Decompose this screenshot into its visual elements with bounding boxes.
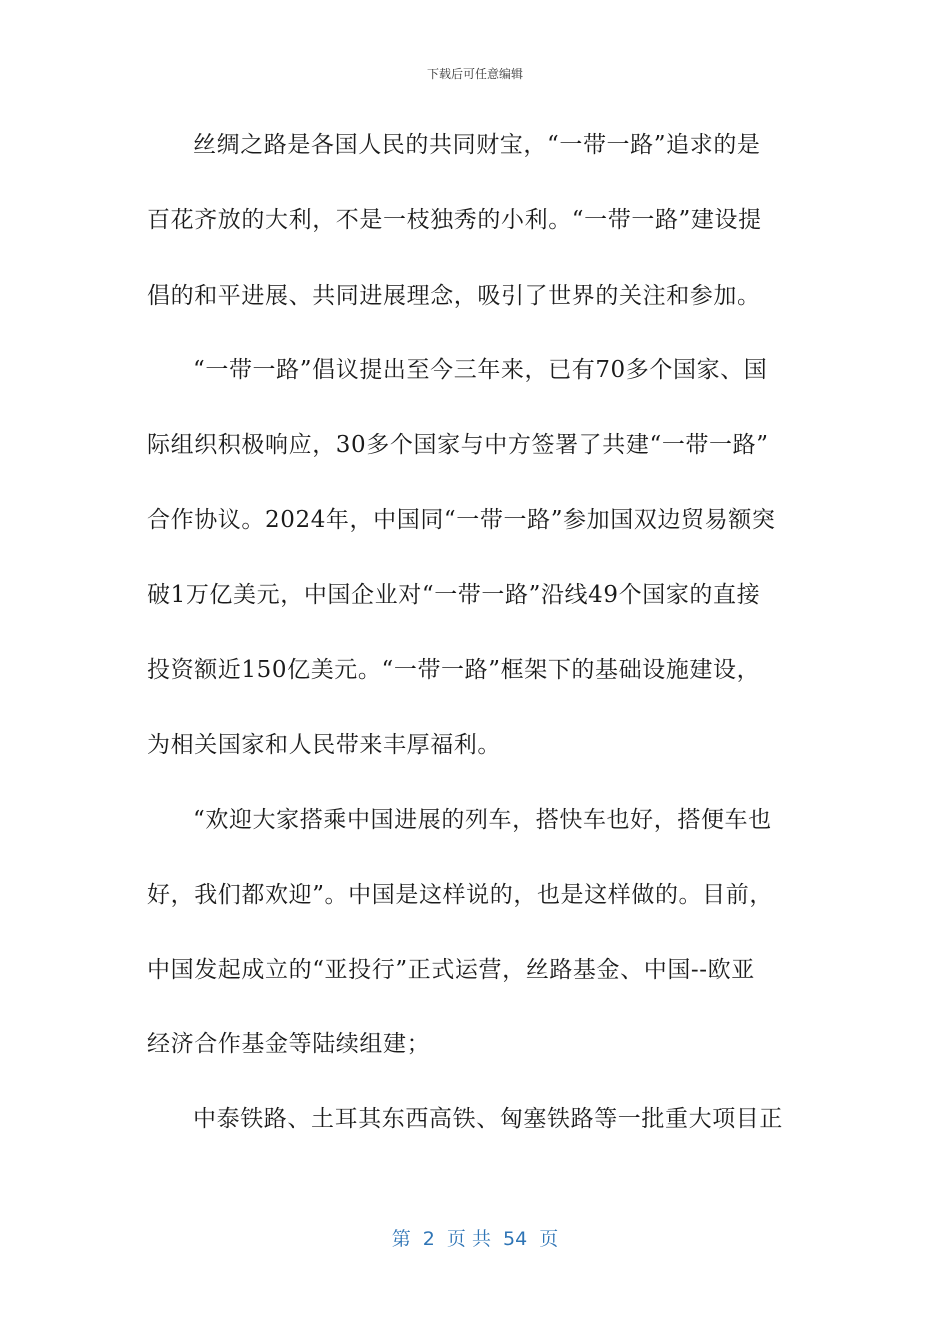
paragraph-line: 为相关国家和人民带来丰厚福利。 — [147, 732, 501, 758]
paragraph-line: 经济合作基金等陆续组建； — [147, 1031, 431, 1057]
paragraph-line: 破1万亿美元，中国企业对“一带一路”沿线49个国家的直接 — [147, 582, 761, 608]
paragraph-line: 合作协议。2024年，中国同“一带一路”参加国双边贸易额突 — [147, 507, 776, 533]
paragraph-line: 丝绸之路是各国人民的共同财宝，“一带一路”追求的是 — [193, 132, 761, 158]
paragraph-line: “欢迎大家搭乘中国进展的列车，搭快车也好，搭便车也 — [193, 807, 772, 833]
paragraph-line: 中泰铁路、土耳其东西高铁、匈塞铁路等一批重大项目正 — [193, 1106, 783, 1132]
paragraph-line: 际组织积极响应，30多个国家与中方签署了共建“一带一路” — [147, 432, 769, 458]
paragraph-line: 中国发起成立的“亚投行”正式运营，丝路基金、中国--欧亚 — [147, 957, 755, 983]
paragraph-line: 投资额近150亿美元。“一带一路”框架下的基础设施建设， — [147, 657, 761, 683]
page-number-footer: 第 2 页 共 54 页 — [391, 1228, 559, 1250]
paragraph-line: 百花齐放的大利，不是一枝独秀的小利。“一带一路”建设提 — [147, 207, 762, 233]
page-header: 下载后可任意编辑 — [426, 67, 523, 81]
paragraph-line: 好，我们都欢迎”。中国是这样说的，也是这样做的。目前， — [147, 882, 773, 908]
paragraph-line: “一带一路”倡议提出至今三年来，已有70多个国家、国 — [193, 357, 768, 383]
paragraph-line: 倡的和平进展、共同进展理念，吸引了世界的关注和参加。 — [147, 283, 761, 309]
